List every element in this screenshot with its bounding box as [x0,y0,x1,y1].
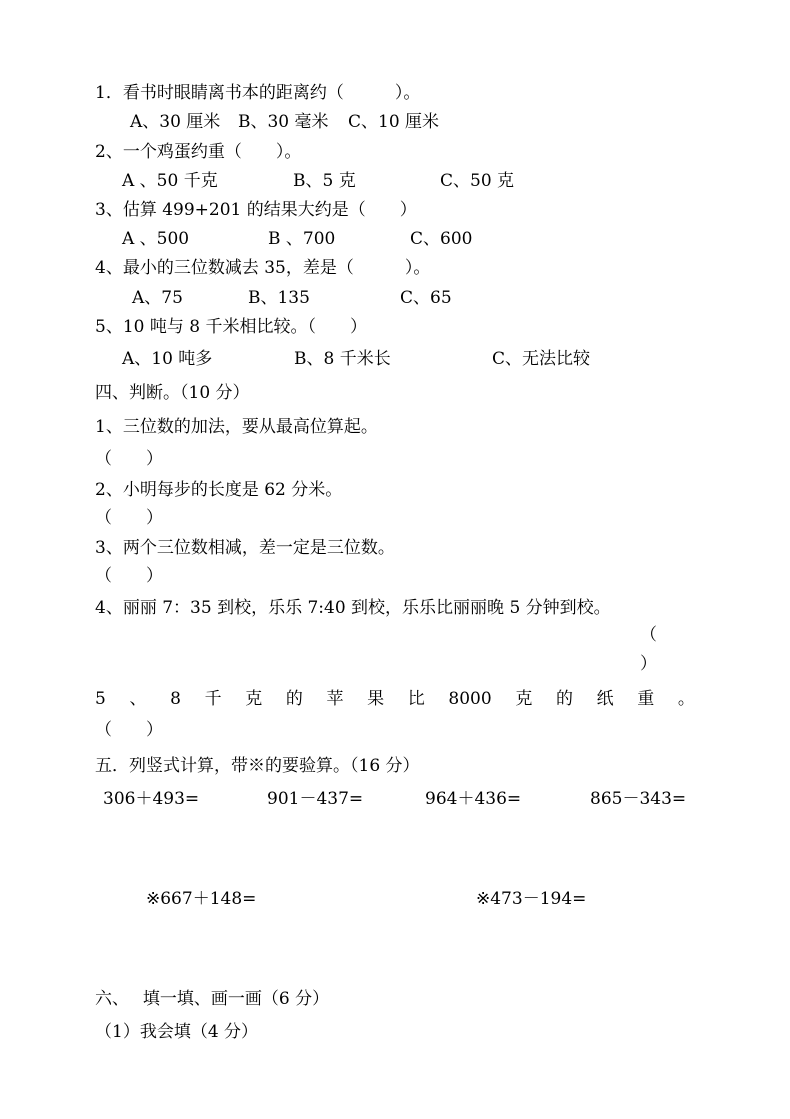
judge2-text: 2、小明每步的长度是 62 分米。 [95,480,343,500]
judge1-text: 1、三位数的加法，要从最高位算起。 [95,417,378,437]
judge5-token: 千 [204,689,222,709]
q1-option-a: A、30 厘米 [130,112,221,132]
judge5-token: 果 [367,689,385,709]
judge5-token: 克 [515,689,533,709]
q5-option-c: C、无法比较 [492,349,591,369]
judge4-text: 4、丽丽 7：35 到校，乐乐 7:40 到校，乐乐比丽丽晚 5 分钟到校。 [95,598,611,618]
judge5-token: 重 [637,689,655,709]
judge5-token: 苹 [326,689,344,709]
judge5-text [95,688,695,710]
q2-option-a: A 、50 千克 [122,171,218,191]
section6-title: 六、 填一填、画一画（6 分） [95,989,330,1009]
calc-problem: 901－437= [267,789,364,809]
calc-problem-verify: ※667＋148= [146,889,257,909]
judge5-token: 纸 [596,689,614,709]
calc-problem: 306＋493= [103,789,200,809]
judge5-token: 比 [407,689,425,709]
q4-stem: 4、最小的三位数减去 35，差是（ ）。 [95,258,431,278]
judge1-answer: （ ） [95,449,163,469]
q2-option-b: B、5 克 [293,171,356,191]
calc-problem: 865－343= [590,789,687,809]
judge5-token: 的 [555,689,573,709]
q5-option-a: A、10 吨多 [122,349,213,369]
section6-sub1: （1）我会填（4 分） [95,1022,259,1042]
judge5-answer: （ ） [95,720,163,740]
q3-stem: 3、估算 499+201 的结果大约是（ ） [95,200,417,220]
judge5-token: 、 [129,689,147,709]
q1-option-c: C、10 厘米 [348,112,440,132]
judge3-text: 3、两个三位数相减，差一定是三位数。 [95,538,395,558]
q3-option-c: C、600 [410,229,473,249]
judge2-answer: （ ） [95,508,163,528]
q5-option-b: B、8 千米长 [294,349,391,369]
section5-title: 五．列竖式计算，带※的要验算。（16 分） [95,756,420,776]
judge3-answer: （ ） [95,566,163,586]
section4-title: 四、判断。（10 分） [95,383,250,403]
q1-stem: 1．看书时眼睛离书本的距离约（ ）。 [95,83,421,103]
calc-problem: 964＋436= [425,789,522,809]
q5-stem: 5、10 吨与 8 千米相比较。（ ） [95,317,367,337]
q4-option-b: B、135 [248,288,310,308]
judge5-token: 8000 [448,689,492,709]
q2-option-c: C、50 克 [440,171,515,191]
q3-option-a: A 、500 [122,229,190,249]
q4-option-c: C、65 [400,288,452,308]
calc-problem-verify: ※473－194= [476,889,587,909]
judge5-token: 8 [170,689,181,709]
q3-option-b: B 、700 [268,229,336,249]
judge5-token: 的 [285,689,303,709]
judge5-token: 5 [95,689,106,709]
judge4-answer-open: （ [640,625,657,645]
q2-stem: 2、一个鸡蛋约重（ ）。 [95,142,302,162]
q1-option-b: B、30 毫米 [238,112,329,132]
judge5-token: 。 [677,689,695,709]
judge5-token: 克 [245,689,263,709]
judge4-answer-close: ） [640,654,657,674]
q4-option-a: A、75 [132,288,183,308]
